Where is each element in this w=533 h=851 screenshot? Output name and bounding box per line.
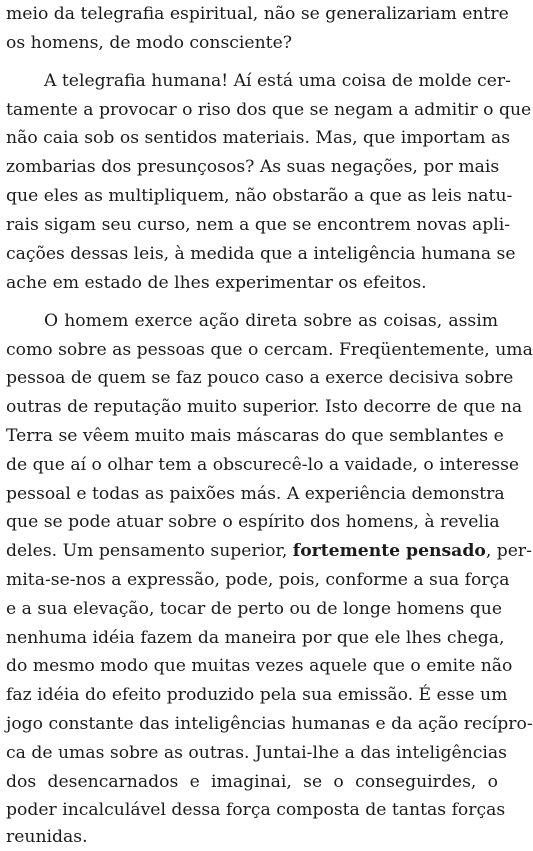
- text-line: meio da telegrafia espiritual, não se generalizariam entre: [6, 4, 509, 24]
- text-line: ache em estado de lhes experimentar os efeitos.: [6, 273, 427, 293]
- text-line: como sobre as pessoas que o cercam. Freqüentemente, uma: [6, 340, 533, 360]
- text-line: mita-se-nos a expressão, pode, pois, conforme a sua força: [6, 570, 510, 590]
- text-line: nenhuma idéia fazem da maneira por que ele lhes chega,: [6, 628, 505, 648]
- text-line: Terra se vêem muito mais máscaras do que semblantes e: [6, 426, 504, 446]
- text-line: pessoa de quem se faz pouco caso a exerce decisiva sobre: [6, 368, 514, 388]
- text-line: não caia sob os sentidos materiais. Mas, que importam as: [6, 128, 511, 148]
- text-line: outras de reputação muito superior. Isto decorre de que na: [6, 397, 523, 417]
- text-line: pessoal e todas as paixões más. A experiência demonstra: [6, 484, 505, 504]
- text-line: A telegrafia humana! Aí está uma coisa de molde cer-: [44, 71, 511, 91]
- text-line: cações dessas leis, à medida que a inteligência humana se: [6, 244, 516, 264]
- bold-emphasis: fortemente pensado: [292, 541, 486, 561]
- text-line: tamente a provocar o riso dos que se negam a admitir o que: [6, 100, 532, 120]
- text-segment: deles. Um pensamento superior,: [6, 541, 293, 561]
- text-line: ca de umas sobre as outras. Juntai-lhe a das inteligências: [6, 743, 507, 763]
- text-line: dos desencarnados e imaginai, se o conseguirdes, o: [6, 772, 498, 792]
- text-line: reunidas.: [6, 827, 88, 847]
- text-line: [6, 538, 532, 565]
- text-segment: , per-: [485, 541, 532, 561]
- text-line: poder incalculável dessa força composta de tantas forças: [6, 800, 506, 820]
- text-line: jogo constante das inteligências humanas e da ação recípro-: [6, 714, 533, 734]
- text-line: do mesmo modo que muitas vezes aquele que o emite não: [6, 656, 513, 676]
- text-line: O homem exerce ação direta sobre as coisas, assim: [44, 311, 498, 331]
- text-line: os homens, de modo consciente?: [6, 33, 292, 53]
- text-line: que se pode atuar sobre o espírito dos homens, à revelia: [6, 512, 500, 532]
- text-line: e a sua elevação, tocar de perto ou de longe homens que: [6, 599, 502, 619]
- text-line: de que aí o olhar tem a obscurecê-lo a vaidade, o interesse: [6, 455, 520, 475]
- text-line: que eles as multipliquem, não obstarão a que as leis natu-: [6, 186, 513, 206]
- text-line: zombarias dos presunçosos? As suas negações, por mais: [6, 157, 500, 177]
- text-line: faz idéia do efeito produzido pela sua emissão. É esse um: [6, 685, 508, 705]
- text-line: rais sigam seu curso, nem a que se encontrem novas apli-: [6, 215, 511, 235]
